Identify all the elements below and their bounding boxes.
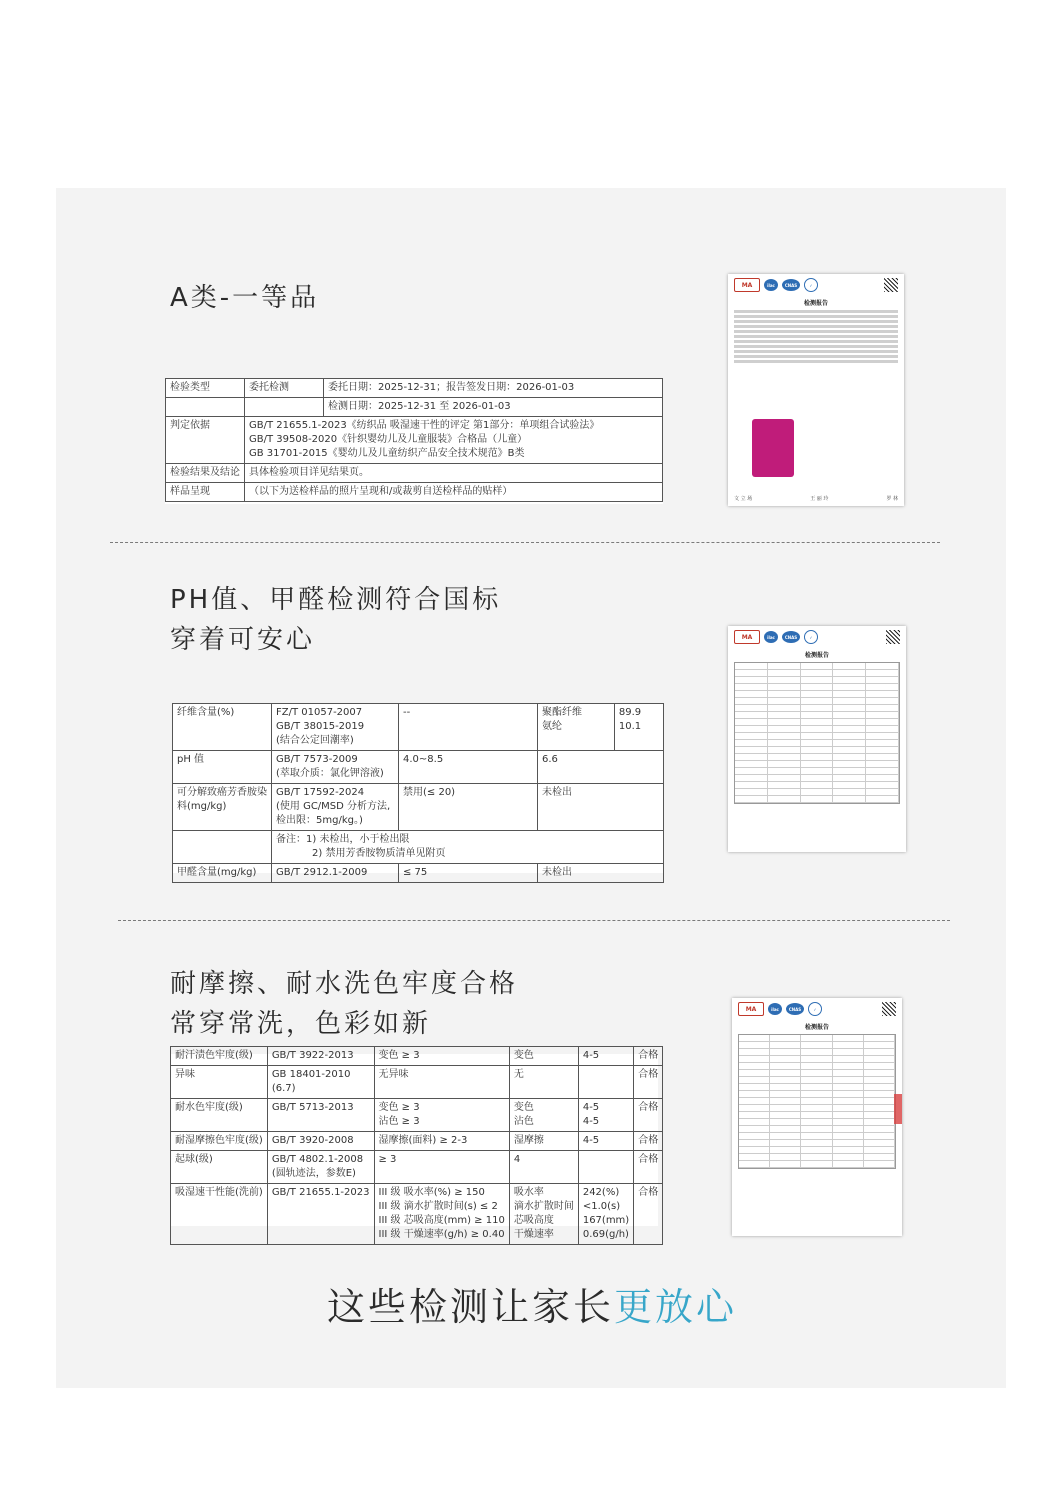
report-title: 检测报告	[804, 652, 829, 659]
sample-photo	[752, 419, 794, 477]
section-1-heading: A类-一等品	[170, 283, 320, 313]
section-3-report-thumbnail	[732, 998, 902, 1236]
section-3-heading: 耐摩擦、耐水洗色牢度合格 常穿常洗，色彩如新	[170, 969, 519, 1039]
cert-logo-icon: ✓	[804, 630, 818, 644]
cnas-logo-icon: CNAS	[782, 279, 800, 291]
report-table	[738, 1034, 896, 1169]
qr-code-icon	[886, 630, 900, 644]
section-2-heading: PH值、甲醛检测符合国标 穿着可安心	[170, 585, 502, 655]
cma-logo-icon: MA	[734, 278, 760, 292]
ilac-logo-icon: ilac	[764, 631, 778, 643]
section-divider	[110, 542, 940, 543]
cert-logo-icon: ✓	[808, 1002, 822, 1016]
report-title: 检测报告	[804, 1024, 829, 1031]
section-2-report-excerpt: 纤维含量(%) FZ/T 01057-2007 GB/T 38015-2019 (结合公定回潮率) -- 聚酯纤维 氨纶 89.9 10.1 pH 值 GB/T 7573-2009 (萃取介质：氯化钾溶液) 4.0~8.5 6.6 可分解致癌芳香胺染料(mg/kg) GB/T 17592-2024 (使用 GC/MSD 分析方法, 检出限：5mg/kg。) 禁用(≤ 20) 未检出 备注：1) 未检出，小于检出限 2) 禁用芳香胺物质清单见附页 甲醛含量(mg/kg) GB/T 2912.1-2009 ≤ 75 未检出	[172, 703, 664, 873]
qr-code-icon	[884, 278, 898, 292]
cma-logo-icon: MA	[734, 630, 760, 644]
report-table	[734, 662, 900, 804]
cma-logo-icon: MA	[738, 1002, 764, 1016]
section-divider	[118, 920, 950, 921]
cnas-logo-icon: CNAS	[786, 1003, 804, 1015]
ilac-logo-icon: ilac	[764, 279, 778, 291]
seal-stamp-icon	[894, 1094, 902, 1124]
report-signatures: 文 立 场 王 丽 玲 罗 林	[734, 496, 898, 502]
closing-slogan-accent: 更放心	[614, 1285, 738, 1329]
ilac-logo-icon: ilac	[768, 1003, 782, 1015]
section-1-report-thumbnail	[728, 274, 904, 506]
report-title: 检测报告	[803, 300, 828, 307]
closing-slogan: 这些检测让家长更放心	[326, 1285, 738, 1329]
section-1-report-excerpt: 检验类型 委托检测 委托日期：2025-12-31；报告签发日期：2026-01-03 检测日期：2025-12-31 至 2026-01-03 判定依据 GB/T 21655.1-2023《纺织品 吸湿速干性的评定 第1部分：单项组合试验法》 GB/T 39508-2020《针织婴幼儿及儿童服装》合格品（儿童） GB 31701-2015《婴幼儿及儿童纺织产品安全技术规范》B类 检验结果及结论 具体检验项目详见结果页。 样品呈现 （以下为送检样品的照片呈现和/或裁剪自送检样品的贴样）	[165, 378, 663, 504]
cnas-logo-icon: CNAS	[782, 631, 800, 643]
section-3-report-excerpt: 耐汗渍色牢度(级) GB/T 3922-2013 变色 ≥ 3 变色 4-5 合格 异味 GB 18401-2010 (6.7) 无异味 无 合格 耐水色牢度(级) GB/T 5713-2013 变色 ≥ 3 沾色 ≥ 3 变色 沾色 4-5 4-5 合格 耐湿摩擦色牢度(级) GB/T 3920-2008 湿摩擦(面料) ≥ 2-3 湿摩擦 4-5 合格 起球(级) GB/T 4802.1-2008 (圆轨迹法，参数E) ≥ 3 4 合格 吸湿速干性能(洗前) GB/T 21655.1-2023 III 级 吸水率(%) ≥ 150 III 级 滴水扩散时间(s) ≤ 2 III 级 芯吸高度(mm) ≥ 110 III 级 干燥速率(g/h) ≥ 0.40 吸水率 滴水扩散时间 芯吸高度 干燥速率 242(%) <1.0(s) 167(mm) 0.69(g/h) 合格	[170, 1054, 658, 1226]
qr-code-icon	[882, 1002, 896, 1016]
cert-logo-icon: ✓	[804, 278, 818, 292]
section-2-report-thumbnail	[728, 626, 906, 852]
